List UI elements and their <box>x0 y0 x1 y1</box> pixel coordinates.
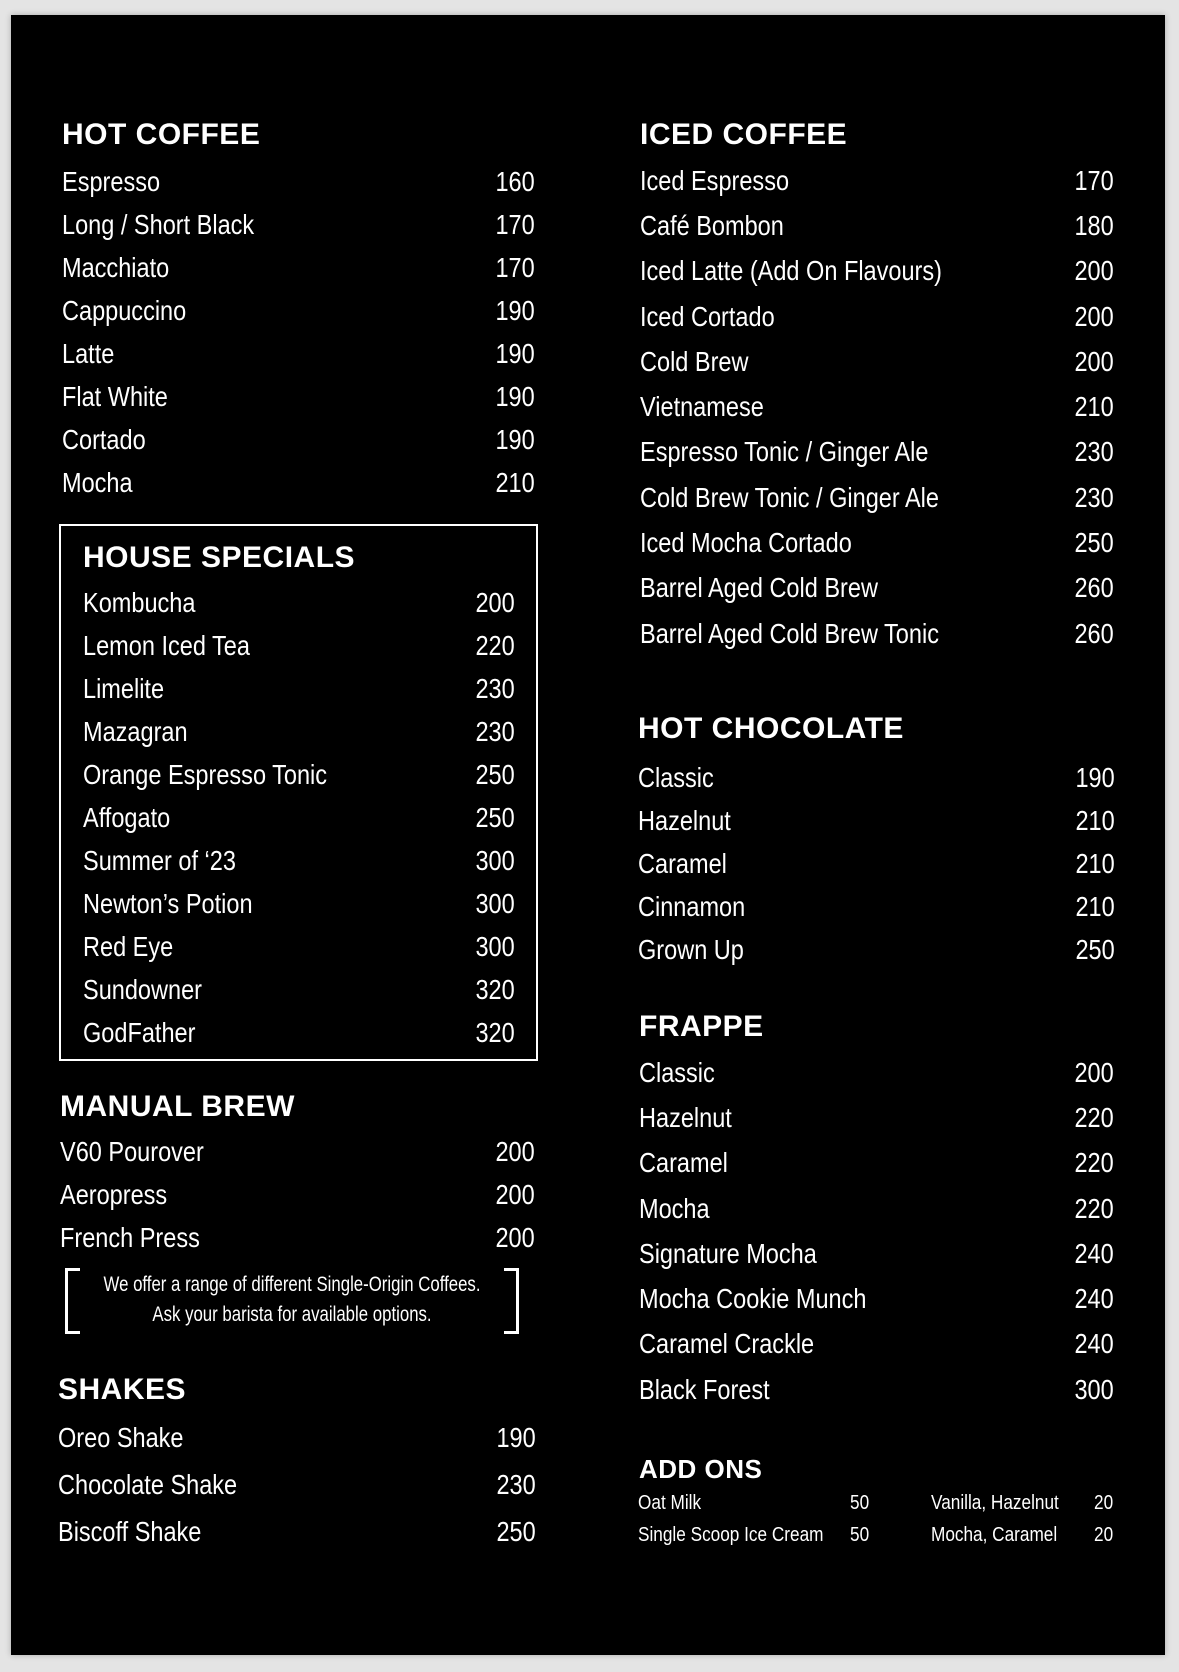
menu-item-row <box>60 1216 535 1259</box>
menu-item-price: 210 <box>1075 847 1115 879</box>
menu-item-price: 320 <box>475 973 515 1005</box>
menu-item-price: 250 <box>1075 933 1115 965</box>
menu-item-row <box>62 289 535 332</box>
menu-item-name: Chocolate Shake <box>58 1468 238 1500</box>
add-ons-heading: ADD ONS <box>639 1454 763 1484</box>
menu-item-name: Mazagran <box>83 715 188 747</box>
menu-item-row <box>639 1141 1114 1186</box>
menu-item-name: GodFather <box>83 1016 196 1048</box>
menu-item-name: French Press <box>60 1221 200 1253</box>
menu-item-price: 300 <box>1074 1373 1114 1405</box>
menu-item-name: Aeropress <box>60 1178 168 1210</box>
menu-item-row <box>62 246 535 289</box>
menu-item-price: 230 <box>496 1468 536 1500</box>
menu-item-row <box>83 796 515 839</box>
shakes-list <box>58 1414 536 1555</box>
menu-item-name: Summer of ‘23 <box>83 844 236 876</box>
menu-item-row <box>83 667 515 710</box>
add-on-price: 50 <box>850 1492 870 1514</box>
menu-item-name: Macchiato <box>62 251 170 283</box>
menu-item-price: 180 <box>1074 209 1114 241</box>
menu-item-name: Cinnamon <box>638 890 746 922</box>
menu-item-price: 220 <box>1074 1101 1114 1133</box>
menu-item-price: 260 <box>1074 617 1114 649</box>
menu-item-price: 250 <box>475 758 515 790</box>
add-on-price: 20 <box>1094 1492 1114 1514</box>
menu-item-name: Hazelnut <box>638 804 731 836</box>
menu-item-name: Kombucha <box>83 586 196 618</box>
frappe-heading: FRAPPE <box>639 1010 764 1043</box>
menu-item-price: 200 <box>1074 1056 1114 1088</box>
menu-item-price: 260 <box>1074 572 1114 604</box>
menu-item-row <box>638 928 1115 971</box>
menu-item-price: 220 <box>1074 1147 1114 1179</box>
iced-coffee-heading: ICED COFFEE <box>640 118 848 151</box>
menu-item-row <box>639 1186 1114 1231</box>
menu-item-row <box>58 1461 536 1508</box>
menu-item-name: Limelite <box>83 672 165 704</box>
note-line-2: Ask your barista for available options. <box>152 1303 432 1326</box>
menu-item-row <box>62 375 535 418</box>
menu-item-price: 200 <box>495 1178 535 1210</box>
menu-item-price: 190 <box>495 294 535 326</box>
menu-item-name: Long / Short Black <box>62 208 255 240</box>
menu-item-price: 230 <box>1074 481 1114 513</box>
menu-item-name: Mocha <box>639 1192 710 1224</box>
menu-item-row <box>640 294 1114 339</box>
menu-item-row <box>640 339 1114 384</box>
menu-item-price: 170 <box>495 208 535 240</box>
menu-item-price: 170 <box>495 251 535 283</box>
menu-item-name: Grown Up <box>638 933 744 965</box>
menu-item-price: 200 <box>1074 255 1114 287</box>
add-on-name: Single Scoop Ice Cream <box>638 1524 824 1546</box>
menu-item-name: Signature Mocha <box>639 1237 817 1269</box>
menu-item-price: 240 <box>1074 1283 1114 1315</box>
menu-item-price: 190 <box>495 423 535 455</box>
menu-item-price: 250 <box>496 1515 536 1547</box>
menu-item-row <box>639 1050 1114 1095</box>
menu-item-price: 250 <box>475 801 515 833</box>
menu-item-price: 220 <box>1074 1192 1114 1224</box>
menu-item-row <box>62 461 535 504</box>
menu-item-row <box>640 384 1114 429</box>
menu-item-price: 190 <box>1075 761 1115 793</box>
menu-item-name: Iced Espresso <box>640 164 790 196</box>
menu-item-row <box>83 968 515 1011</box>
menu-item-name: Mocha <box>62 466 133 498</box>
add-on-name: Oat Milk <box>638 1492 702 1514</box>
menu-item-price: 200 <box>495 1221 535 1253</box>
menu-item-price: 240 <box>1074 1328 1114 1360</box>
menu-item-row <box>58 1414 536 1461</box>
menu-item-price: 200 <box>475 586 515 618</box>
menu-item-row <box>639 1095 1114 1140</box>
menu-item-name: V60 Pourover <box>60 1135 204 1167</box>
menu-item-row <box>640 611 1114 656</box>
menu-item-row <box>58 1508 536 1555</box>
house-specials-list <box>83 581 515 1054</box>
menu-item-price: 300 <box>475 930 515 962</box>
menu-item-name: Red Eye <box>83 930 174 962</box>
menu-item-price: 210 <box>1075 804 1115 836</box>
menu-item-name: Cold Brew Tonic / Ginger Ale <box>640 481 939 513</box>
menu-item-row <box>640 203 1114 248</box>
frappe-list <box>639 1050 1114 1412</box>
menu-item-price: 220 <box>475 629 515 661</box>
menu-item-name: Latte <box>62 337 115 369</box>
menu-item-name: Affogato <box>83 801 171 833</box>
menu-item-row <box>640 430 1114 475</box>
menu-item-name: Orange Espresso Tonic <box>83 758 328 790</box>
menu-item-price: 200 <box>1074 300 1114 332</box>
menu-item-row <box>640 520 1114 565</box>
menu-item-price: 200 <box>495 1135 535 1167</box>
manual-brew-heading: MANUAL BREW <box>60 1090 295 1123</box>
house-specials-heading: HOUSE SPECIALS <box>83 541 356 574</box>
hot-chocolate-list <box>638 756 1115 971</box>
menu-item-name: Iced Latte (Add On Flavours) <box>640 255 942 287</box>
menu-item-name: Iced Cortado <box>640 300 775 332</box>
menu-item-row <box>640 566 1114 611</box>
menu-item-row <box>83 882 515 925</box>
menu-item-name: Lemon Iced Tea <box>83 629 250 661</box>
menu-item-name: Barrel Aged Cold Brew <box>640 572 878 604</box>
menu-item-price: 190 <box>496 1421 536 1453</box>
menu-item-name: Cold Brew <box>640 345 749 377</box>
menu-item-name: Newton’s Potion <box>83 887 253 919</box>
menu-item-price: 210 <box>1075 890 1115 922</box>
menu-item-name: Caramel <box>638 847 727 879</box>
add-on-price: 50 <box>850 1524 870 1546</box>
menu-item-name: Classic <box>639 1056 715 1088</box>
menu-item-row <box>60 1173 535 1216</box>
menu-item-price: 170 <box>1074 164 1114 196</box>
menu-item-price: 190 <box>495 337 535 369</box>
menu-item-name: Caramel <box>639 1147 728 1179</box>
menu-item-row <box>62 203 535 246</box>
menu-item-price: 190 <box>495 380 535 412</box>
menu-item-name: Barrel Aged Cold Brew Tonic <box>640 617 939 649</box>
menu-item-row <box>62 332 535 375</box>
menu-item-row <box>638 842 1115 885</box>
menu-item-name: Flat White <box>62 380 168 412</box>
menu-item-price: 210 <box>495 466 535 498</box>
menu-item-name: Espresso <box>62 165 161 197</box>
add-on-price: 20 <box>1094 1524 1114 1546</box>
menu-item-name: Oreo Shake <box>58 1421 184 1453</box>
menu-item-name: Cortado <box>62 423 146 455</box>
menu-item-price: 160 <box>495 165 535 197</box>
hot-chocolate-heading: HOT CHOCOLATE <box>638 712 904 745</box>
menu-item-row <box>638 799 1115 842</box>
menu-item-name: Biscoff Shake <box>58 1515 202 1547</box>
menu-item-name: Espresso Tonic / Ginger Ale <box>640 436 929 468</box>
add-on-name: Mocha, Caramel <box>931 1524 1058 1546</box>
manual-brew-list <box>60 1130 535 1259</box>
menu-item-name: Sundowner <box>83 973 202 1005</box>
menu-item-name: Iced Mocha Cortado <box>640 527 852 559</box>
menu-item-name: Cappuccino <box>62 294 187 326</box>
menu-item-row <box>640 475 1114 520</box>
menu-item-row <box>83 925 515 968</box>
menu-item-price: 300 <box>475 887 515 919</box>
menu-item-row <box>83 624 515 667</box>
shakes-heading: SHAKES <box>58 1373 187 1406</box>
hot-coffee-list <box>62 160 535 504</box>
menu-item-row <box>60 1130 535 1173</box>
menu-item-price: 200 <box>1074 345 1114 377</box>
menu-item-name: Vietnamese <box>640 391 764 423</box>
menu-item-name: Café Bombon <box>640 209 784 241</box>
menu-item-row <box>83 1011 515 1054</box>
note-line-1: We offer a range of different Single-Origin Coffees. <box>103 1273 481 1296</box>
menu-item-price: 230 <box>1074 436 1114 468</box>
menu-item-name: Caramel Crackle <box>639 1328 815 1360</box>
menu-item-row <box>83 753 515 796</box>
menu-item-price: 320 <box>475 1016 515 1048</box>
menu-item-row <box>639 1276 1114 1321</box>
single-origin-note <box>65 1268 519 1332</box>
menu-item-price: 300 <box>475 844 515 876</box>
menu-item-price: 230 <box>475 715 515 747</box>
iced-coffee-list <box>640 158 1114 656</box>
menu-item-price: 250 <box>1074 527 1114 559</box>
menu-item-row <box>62 418 535 461</box>
menu-item-row <box>638 885 1115 928</box>
hot-coffee-heading: HOT COFFEE <box>62 118 261 151</box>
menu-item-name: Mocha Cookie Munch <box>639 1283 867 1315</box>
menu-item-row <box>640 249 1114 294</box>
menu-item-row <box>62 160 535 203</box>
menu-item-row <box>639 1367 1114 1412</box>
menu-item-row <box>640 158 1114 203</box>
menu-item-row <box>639 1322 1114 1367</box>
menu-item-row <box>638 756 1115 799</box>
add-on-name: Vanilla, Hazelnut <box>931 1492 1059 1514</box>
menu-item-price: 230 <box>475 672 515 704</box>
menu-item-name: Hazelnut <box>639 1101 732 1133</box>
menu-item-name: Black Forest <box>639 1373 770 1405</box>
menu-item-row <box>83 581 515 624</box>
menu-item-price: 210 <box>1074 391 1114 423</box>
menu-item-row <box>83 710 515 753</box>
menu-item-name: Classic <box>638 761 714 793</box>
menu-item-row <box>83 839 515 882</box>
menu-item-price: 240 <box>1074 1237 1114 1269</box>
menu-item-row <box>639 1231 1114 1276</box>
